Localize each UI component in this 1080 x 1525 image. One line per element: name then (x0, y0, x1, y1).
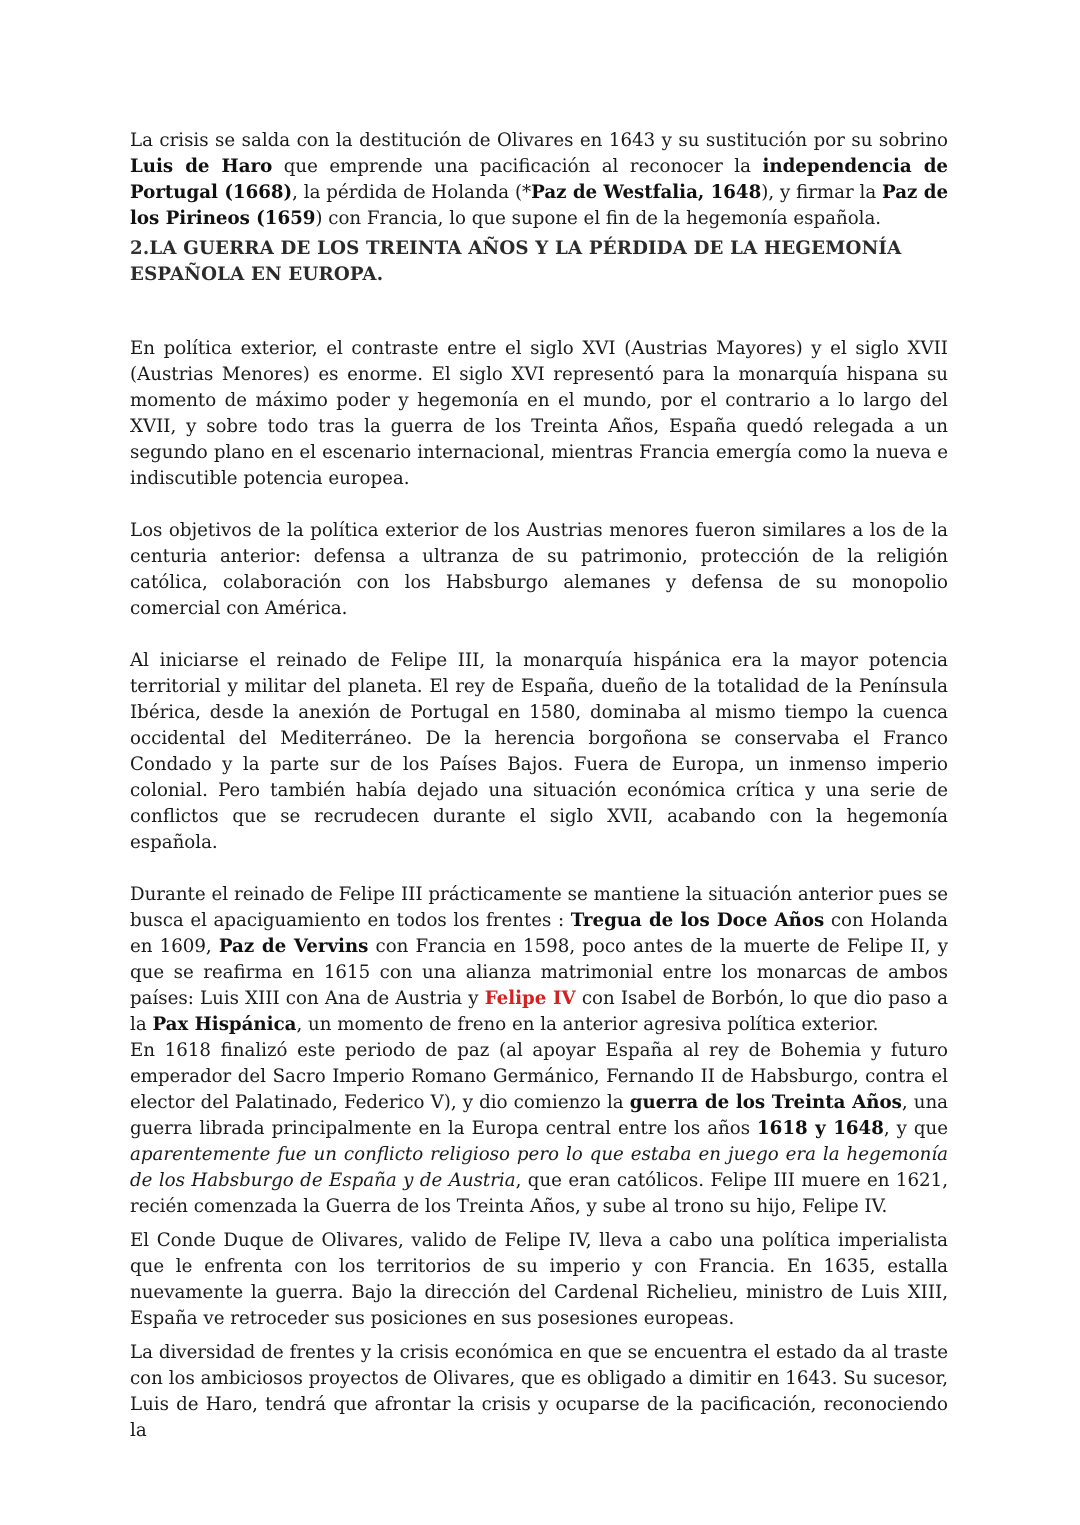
bold-tregua-doce-anos: Tregua de los Doce Años (570, 910, 825, 931)
text-span: , un momento de freno en la anterior agresiva política exterior. (296, 1014, 879, 1035)
text-span: En 1618 finalizó este periodo de paz (al apoyar España al rey de Bohemia y futuro emperador del Sacro Imperio Romano Germánico, Fernando II de Habsburgo, contra el elector del Palatinado, Federico V), y dio comienzo la (130, 1040, 948, 1113)
text-span: , que eran católicos. Felipe III muere en 1621, recién comenzada la Guerra de los Treinta Años, y sube al trono su hijo, Felipe IV. (130, 1170, 948, 1217)
text-span: con Francia en 1598, poco antes de la muerte de Felipe II, y que se reafirma en 1615 con una alianza matrimonial entre los monarcas de ambos países: Luis XIII con Ana de Austria y (130, 936, 948, 1009)
bold-independencia-portugal: independencia de Portugal (1668) (130, 156, 949, 203)
text-span: , la pérdida de Holanda (* (292, 182, 532, 203)
section-title: LA GUERRA DE LOS TREINTA AÑOS Y LA PÉRDIDA DE LA HEGEMONÍA ESPAÑOLA EN EUROPA. (130, 238, 902, 285)
text-span: Durante el reinado de Felipe III prácticamente se mantiene la situación anterior pues se busca el apaciguamiento en todos los frentes : (130, 884, 948, 931)
paragraph-crisis-olivares (130, 128, 948, 232)
text-span: ), y firmar la (761, 182, 883, 203)
italic-hegemonia: aparentemente fue un conflicto religioso pero lo que estaba en juego era la hegemonía de los Habsburgo de España y de Austria (130, 1144, 948, 1191)
bold-paz-vervins: Paz de Vervins (218, 936, 369, 957)
paragraph-pax-hispanica (130, 882, 948, 1038)
text-span: que emprende una pacificación al reconocer la (272, 156, 763, 177)
paragraph-treinta-anos (130, 1038, 948, 1220)
paragraph-felipe-iii-potencia: Al iniciarse el reinado de Felipe III, la monarquía hispánica era la mayor potencia territorial y militar del planeta. El rey de España, dueño de la totalidad de la Península Ibérica, desde la anexión de Portugal en 1580, dominaba al mismo tiempo la cuenca occidental del Mediterráneo. De la herencia borgoñona se conservaba el Franco Condado y la parte sur de los Países Bajos. Fuera de Europa, un inmenso imperio colonial. Pero también había dejado una situación económica crítica y una serie de conflictos que se recrudecen durante el siglo XVII, acabando con la hegemonía española. (130, 650, 948, 853)
text-span: La crisis se salda con la destitución de Olivares en 1643 y su sustitución por su sobrino (130, 130, 948, 151)
paragraph-diversidad-frentes: La diversidad de frentes y la crisis económica en que se encuentra el estado da al traste con los ambiciosos proyectos de Olivares, que es obligado a dimitir en 1643. Su sucesor, Luis de Haro, tendrá que afrontar la crisis y ocuparse de la pacificación, reconociendo la (130, 1342, 948, 1441)
text-span: con Holanda en 1609, (130, 910, 948, 957)
paragraph-politica-exterior: En política exterior, el contraste entre el siglo XVI (Austrias Mayores) y el siglo XVII (Austrias Menores) es enorme. El siglo XVI representó para la monarquía hispana su momento de máximo poder y hegemonía en el mundo, por el contrario a lo largo del XVII, y sobre todo tras la guerra de los Treinta Años, España quedó relegada a un segundo plano en el escenario internacional, mientras Francia emergía como la nueva e indiscutible potencia europea. (130, 338, 948, 489)
paragraph-objetivos: Los objetivos de la política exterior de los Austrias menores fueron similares a los de la centuria anterior: defensa a ultranza de su patrimonio, protección de la religión católica, colaboración con los Habsburgo alemanes y defensa de su monopolio comercial con América. (130, 520, 948, 619)
document-page (130, 128, 948, 1444)
section-heading (130, 236, 948, 288)
bold-paz-westfalia: Paz de Westfalia, 1648 (531, 182, 762, 203)
text-span: con Isabel de Borbón, lo que dio paso a la (130, 988, 949, 1035)
bold-pax-hispanica: Pax Hispánica (152, 1014, 297, 1035)
bold-guerra-treinta-anos: guerra de los Treinta Años (629, 1092, 902, 1113)
section-number: 2. (130, 238, 150, 259)
bold-luis-de-haro: Luis de Haro (130, 156, 273, 177)
bold-paz-pirineos: Paz de los Pirineos (1659 (130, 182, 949, 229)
text-span: , y que (883, 1118, 948, 1139)
paragraph-conde-duque: El Conde Duque de Olivares, valido de Felipe IV, lleva a cabo una política imperialista que le enfrenta con los territorios de su imperio y con Francia. En 1635, estalla nuevamente la guerra. Bajo la dirección del Cardenal Richelieu, ministro de Luis XIII, España ve retroceder sus posiciones en sus posesiones europeas. (130, 1230, 948, 1329)
text-span: ) con Francia, lo que supone el fin de la hegemonía española. (315, 208, 882, 229)
text-span: , una guerra librada principalmente en la Europa central entre los años (130, 1092, 948, 1139)
highlight-felipe-iv: Felipe IV (484, 988, 576, 1009)
bold-years-1618-1648: 1618 y 1648 (757, 1118, 884, 1139)
